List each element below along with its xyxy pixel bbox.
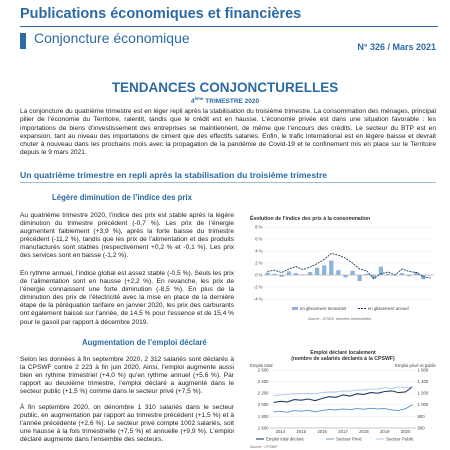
- legend-swatch-quarterly: [292, 307, 298, 310]
- cpi-quarterly-bar: [365, 274, 369, 275]
- employment-xtick-label: 2014: [275, 429, 286, 434]
- prices-paragraph-2: En rythme annuel, l’indice global est assez stable (-0,5 %). Seuls les prix de l’alimentation sont en hausse (+2,2 %). En revanche, les prix de l’énergie connaissent une forte diminution (-8,5 %). En plus de la diminution des prix de l’électricité avec la mise en place de la dernière étape de la péréquation tarifaire en janvier 2020, les prix des carburants ont également baissé sur l’année, de 14,5 % pour l’essence et de 15,4 % pour le gasoil par rapport à décembre 2019.: [20, 270, 234, 326]
- section-rule: [20, 182, 436, 183]
- document-title: TENDANCES CONJONCTURELLES: [111, 80, 339, 95]
- cpi-quarterly-bar: [301, 274, 305, 275]
- employment-left-tick: 1 600: [257, 425, 269, 431]
- section-heading: Un quatrième trimestre en repli après la stabilisation du troisième trimestre: [20, 170, 328, 180]
- employment-paragraph-2: À fin septembre 2020, on dénombre 1 310 salariés dans le secteur public, en augmentation par rapport au trimestre précédent (+1,5 %) et à l’année précédente (+2,6 %). Le secteur privé compte 1002 salariés, soit une hausse à la fois trimestrielle (+7,5 %) et annuelle (+9,9 %). L’emploi déclaré augmente dans l’ensemble des secteurs.: [20, 404, 234, 444]
- header-accent-bar: [20, 33, 26, 49]
- cpi-quarterly-bar: [322, 265, 326, 275]
- cpi-ytick-label: 8 %: [255, 224, 263, 230]
- legend-label-total: Emploi total déclaré: [266, 436, 304, 442]
- cpi-quarterly-bar: [350, 271, 354, 275]
- cpi-quarterly-bar: [273, 274, 277, 275]
- quarter-label: TRIMESTRE 2020: [203, 98, 260, 106]
- legend-label-private: Secteur Privé: [336, 436, 362, 442]
- cpi-chart-title: Évolution de l’indice des prix à la consommation: [250, 216, 371, 222]
- legend-label-quarterly: en glissement trimestriel: [300, 306, 347, 311]
- cpi-quarterly-bar: [294, 273, 298, 275]
- cpi-ytick-label: 4 %: [255, 248, 263, 254]
- cpi-ytick-label: 6 %: [255, 236, 263, 242]
- cpi-chart: [248, 213, 438, 323]
- employment-xtick-label: 2017: [338, 429, 348, 434]
- private-sector-line: [274, 405, 413, 413]
- employment-chart: [248, 348, 438, 450]
- intro-paragraph: La conjoncture du quatrième trimestre est en léger repli après la stabilisation du troisième trimestre. La consommation des ménages, principal pilier de l’économie du Territoire, ralentit, tandis que le crédit est en hausse. L’économie privée est dans une situation favorable : les importations de biens d’investissement des entreprises se maintiennent, de même que l’encours des crédits. Le secteur du BTP est en expansion, tant au niveau des importations de ciment que des effectifs salariés. Enfin, le trafic international est en légère baisse et devrait chuter à nouveau dans les prochains mois avec la propagation de la pandémie de Covid-19 et le confinement mis en place sur le Territoire depuis le 9 mars 2021.: [20, 108, 436, 157]
- subheading-employment: Augmentation de l’emploi déclaré: [82, 338, 207, 347]
- issue-number: N° 326 / Mars 2021: [357, 42, 436, 52]
- employment-xtick-label: 2018: [359, 429, 369, 434]
- publication-subtitle: Conjoncture économique: [34, 30, 190, 46]
- cpi-quarterly-bar: [358, 275, 362, 281]
- cpi-quarterly-bar: [400, 273, 404, 275]
- prices-paragraph-1: Au quatrième trimestre 2020, l’indice des prix est stable après la légère diminution du trimestre précédent (-0,7 %). Les prix de l’énergie augmentent faiblement (+3,9 %), après la forte baisse du trimestre précédent (-11,2 %), tandis que les prix de l’alimentation et des produits manufacturés sont stables (respectivement +0,2 % et -0,1 %). Les prix des services sont en baisse (-1,2 %).: [20, 212, 234, 260]
- cpi-chart-source: Source : STSEE, données trimestrielles: [308, 317, 372, 321]
- employment-right-tick: 1 000: [417, 402, 429, 408]
- right-axis-title: Emploi privé et public: [395, 363, 436, 368]
- employment-right-tick: 800: [417, 413, 425, 419]
- employment-left-tick: 2 400: [257, 379, 269, 384]
- cpi-quarterly-bar: [329, 261, 333, 275]
- legend-label-annual: en glissement annuel: [368, 306, 409, 311]
- cpi-ytick-label: -4 %: [253, 296, 263, 302]
- employment-chart-subtitle: (nombre de salariés déclarés à la CPSWF): [291, 356, 395, 362]
- cpi-ytick-label: 2 %: [255, 260, 263, 266]
- legend-label-public: Secteur Public: [386, 436, 414, 442]
- cpi-quarterly-bar: [287, 271, 291, 275]
- employment-right-tick: 1 600: [417, 367, 429, 373]
- cpi-quarterly-bar: [407, 275, 411, 276]
- quarter-number: 4: [190, 98, 195, 106]
- header-rule: [20, 26, 438, 27]
- cpi-quarterly-bar: [265, 273, 269, 275]
- quarter-suffix: ème: [194, 96, 204, 101]
- cpi-quarterly-bar: [308, 272, 312, 275]
- employment-xtick-label: 2020: [400, 429, 411, 434]
- cpi-quarterly-bar: [280, 275, 284, 277]
- employment-left-tick: 2 600: [257, 367, 269, 373]
- employment-right-tick: 1 200: [417, 390, 429, 396]
- left-axis-title: Emploi total: [250, 363, 273, 368]
- total-employment-line: [274, 387, 413, 403]
- employment-paragraph-1: Selon les données à fin septembre 2020, 2 312 salariés sont déclarés à la CPSWF contre 2 223 à fin juin 2020. Ainsi, l’emploi augmente aussi bien en rythme trimestriel (+4,0 %) qu’en rythme annuel (+5,6 %). Par rapport au deuxième trimestre, l’emploi déclaré a augmenté dans le secteur public (+1,5 %) comme dans le secteur privé (+7,5 %).: [20, 356, 234, 396]
- cpi-quarterly-bar: [386, 274, 390, 275]
- employment-chart-source: Source : CPSWF: [250, 445, 278, 449]
- cpi-quarterly-bar: [336, 270, 340, 275]
- employment-right-tick: 1 400: [417, 379, 429, 384]
- employment-left-tick: 2 200: [257, 390, 269, 396]
- cpi-ytick-label: -2 %: [253, 284, 263, 290]
- employment-xtick-label: 2015: [296, 429, 307, 434]
- subheading-prices: Légère diminution de l’indice des prix: [52, 193, 192, 202]
- employment-xtick-label: 2019: [379, 429, 390, 434]
- employment-xtick-label: 2016: [317, 429, 327, 434]
- cpi-quarterly-bar: [315, 268, 319, 275]
- employment-left-tick: 2 000: [257, 402, 269, 408]
- publication-title: Publications économiques et financières: [20, 6, 302, 22]
- employment-chart-title: Emploi déclaré localement: [310, 350, 376, 356]
- employment-right-tick: 600: [417, 425, 425, 431]
- cpi-quarterly-bar: [343, 275, 347, 277]
- document-quarter: [0, 96, 450, 105]
- employment-left-tick: 1 800: [257, 413, 269, 419]
- cpi-ytick-label: 0 %: [255, 272, 263, 278]
